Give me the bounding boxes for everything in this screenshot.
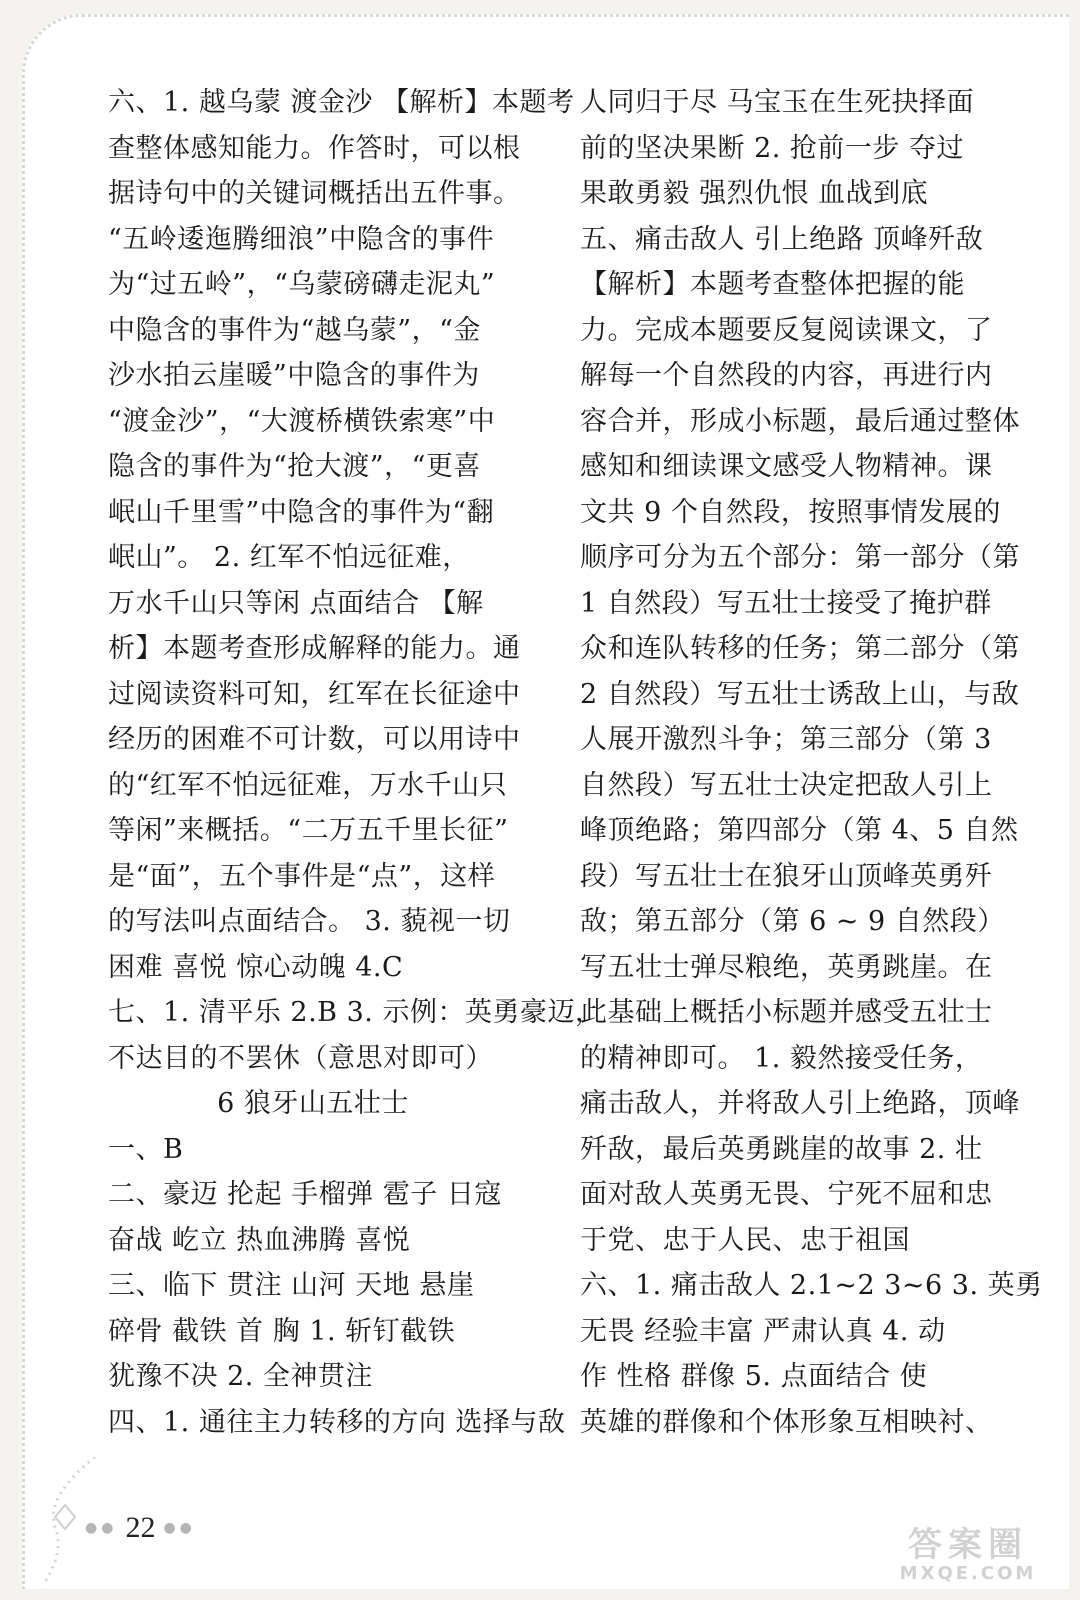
watermark-logo <box>868 1522 1068 1590</box>
text-line: 【解析】本题考查整体把握的能 <box>580 269 965 300</box>
text-line: 是“面”，五个事件是“点”，这样 <box>108 860 496 892</box>
section-heading: 6 狼牙山五壮士 <box>217 1088 409 1119</box>
page-footer <box>85 1503 196 1553</box>
text-line: 文共 9 个自然段，按照事情发展的 <box>580 496 1001 528</box>
text-line: 顺序可分为五个部分：第一部分（第 <box>580 542 1020 573</box>
text-line: 万水千山只等闲 点面结合 【解 <box>108 587 484 619</box>
text-line: 面对敌人英勇无畏、宁死不屈和忠 <box>580 1179 993 1210</box>
text-line: 段）写五壮士在狼牙山顶峰英勇歼 <box>580 860 993 892</box>
text-line: 六、1. 越乌蒙 渡金沙 【解析】本题考 <box>108 87 575 118</box>
text-line: 无畏 经验丰富 严肃认真 4. 动 <box>580 1315 946 1347</box>
text-line: 经历的困难不可计数，可以用诗中 <box>108 724 521 755</box>
text-line: 于党、忠于人民、忠于祖国 <box>580 1224 910 1256</box>
text-line: 四、1. 通往主力转移的方向 选择与敌 <box>108 1406 566 1438</box>
text-line: 七、1. 清平乐 2.B 3. 示例：英勇豪迈， <box>108 997 603 1028</box>
text-line: 写五壮士弹尽粮绝，英勇跳崖。在 <box>580 951 993 983</box>
text-line: 作 性格 群像 5. 点面结合 使 <box>580 1361 928 1392</box>
text-line: 五、痛击敌人 引上绝路 顶峰歼敌 <box>580 223 984 255</box>
text-line: 歼敌，最后英勇跳崖的故事 2. 壮 <box>580 1133 983 1165</box>
text-line: 碎骨 截铁 首 胸 1. 斩钉截铁 <box>108 1315 456 1347</box>
text-line: 岷山千里雪”中隐含的事件为“翻 <box>108 496 495 528</box>
text-line: 奋战 屹立 热血沸腾 喜悦 <box>108 1224 411 1256</box>
dots-decoration-icon: ●● <box>163 1520 196 1536</box>
text-line: 众和连队转移的任务；第二部分（第 <box>580 633 1020 664</box>
text-line: 犹豫不决 2. 全神贯注 <box>108 1361 373 1392</box>
text-line: 的写法叫点面结合。 3. 藐视一切 <box>108 906 511 937</box>
text-line: 不达目的不罢休（意思对即可） <box>108 1042 493 1074</box>
text-line: 感知和细读课文感受人物精神。课 <box>580 451 993 482</box>
text-line: 人同归于尽 马宝玉在生死抉择面 <box>580 87 975 118</box>
text-line: 果敢勇毅 强烈仇恨 血战到底 <box>580 178 929 209</box>
text-line: 据诗句中的关键词概括出五件事。 <box>108 178 521 209</box>
text-line: “渡金沙”，“大渡桥横铁索寒”中 <box>108 405 496 437</box>
text-line: 人展开激烈斗争；第三部分（第 3 <box>580 724 992 755</box>
text-line: 力。完成本题要反复阅读课文，了 <box>580 314 993 346</box>
watermark-sub: MXQE.COM <box>899 1563 1037 1584</box>
text-line: 析】本题考查形成解释的能力。通 <box>108 633 521 664</box>
text-line: 英雄的群像和个体形象互相映衬、 <box>580 1406 993 1438</box>
text-line: 一、B <box>108 1133 184 1165</box>
text-line: 此基础上概括小标题并感受五壮士 <box>580 997 993 1028</box>
text-line: 的精神即可。 1. 毅然接受任务， <box>580 1042 983 1074</box>
dots-decoration-icon: ●● <box>85 1520 118 1536</box>
left-column <box>108 80 603 1445</box>
text-line: 痛击敌人，并将敌人引上绝路，顶峰 <box>580 1088 1020 1119</box>
text-line: 三、临下 贯注 山河 天地 悬崖 <box>108 1270 475 1301</box>
text-line: 2 自然段）写五壮士诱敌上山，与敌 <box>580 678 1020 710</box>
text-line: 隐含的事件为“抢大渡”，“更喜 <box>108 451 481 482</box>
text-line: 六、1. 痛击敌人 2.1~2 3~6 3. 英勇 <box>580 1270 1043 1301</box>
text-line: 容合并，形成小标题，最后通过整体 <box>580 405 1020 437</box>
text-line: 岷山”。 2. 红军不怕远征难， <box>108 542 470 573</box>
text-line: 中隐含的事件为“越乌蒙”，“金 <box>108 314 481 346</box>
text-line: 敌；第五部分（第 6 ~ 9 自然段） <box>580 906 1005 937</box>
text-line: 峰顶绝路；第四部分（第 4、5 自然 <box>580 815 1019 846</box>
text-line: 为“过五岭”，“乌蒙磅礴走泥丸” <box>108 269 496 300</box>
text-line: 困难 喜悦 惊心动魄 4.C <box>108 951 404 983</box>
text-line: “五岭逶迤腾细浪”中隐含的事件 <box>108 223 495 255</box>
text-line: 解每一个自然段的内容，再进行内 <box>580 360 993 391</box>
text-line: 前的坚决果断 2. 抢前一步 夺过 <box>580 132 965 164</box>
watermark-main: 答案圈 <box>908 1525 1028 1565</box>
text-line: 查整体感知能力。作答时，可以根 <box>108 132 521 164</box>
page-number: 22 <box>125 1511 156 1544</box>
text-line: 沙水拍云崖暖”中隐含的事件为 <box>108 360 480 391</box>
text-line: 的“红军不怕远征难，万水千山只 <box>108 769 508 801</box>
text-line: 1 自然段）写五壮士接受了掩护群 <box>580 587 992 619</box>
text-line: 等闲”来概括。“二万五千里长征” <box>108 815 509 846</box>
text-line: 过阅读资料可知，红军在长征途中 <box>108 678 521 710</box>
text-line: 二、豪迈 抡起 手榴弹 雹子 日寇 <box>108 1179 502 1210</box>
text-line: 自然段）写五壮士决定把敌人引上 <box>580 769 993 801</box>
right-column <box>580 80 1043 1445</box>
